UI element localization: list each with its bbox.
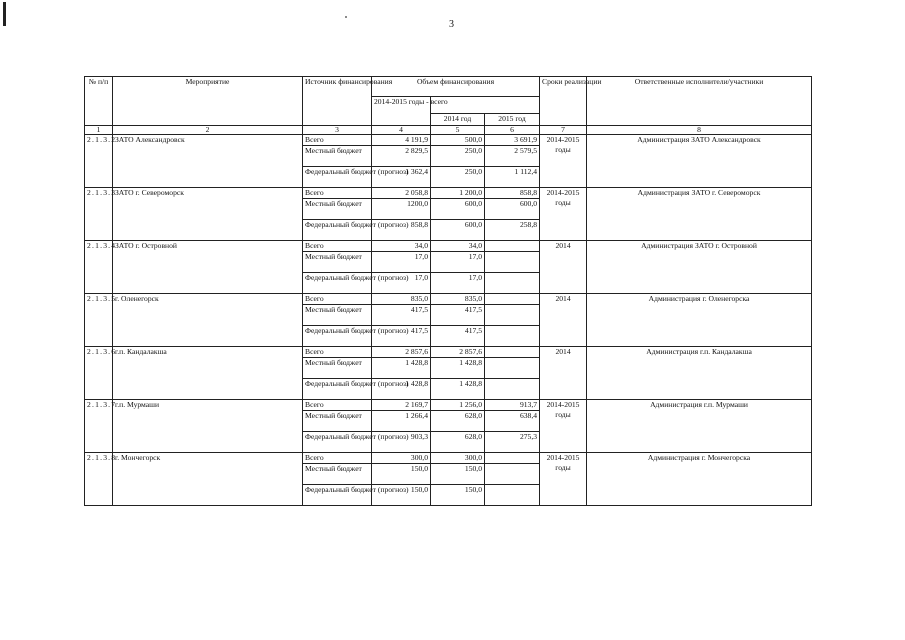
table-row (85, 188, 812, 199)
column-number: 6 (485, 126, 540, 135)
table-body (85, 135, 812, 506)
column-number: 2 (113, 126, 303, 135)
measure-code: 2.1.3.6 (85, 347, 113, 400)
financing-source: Местный бюджет (303, 199, 372, 220)
amount-2014: 600,0 (431, 199, 485, 220)
measure-name: г.п. Мурмаши (113, 400, 303, 453)
responsible-party: Администрация ЗАТО г. Островной (587, 241, 812, 294)
amount-2014: 17,0 (431, 252, 485, 273)
scan-edge-mark (3, 2, 6, 26)
amount-total: 417,5 (372, 326, 431, 347)
header-total: 2014-2015 годы - всего (372, 97, 431, 126)
measure-code: 2.1.3.5 (85, 294, 113, 347)
implementation-terms: 2014-2015 годы (540, 400, 587, 453)
amount-total: 417,5 (372, 305, 431, 326)
financing-source: Всего (303, 294, 372, 305)
amount-2014: 1 256,0 (431, 400, 485, 411)
financing-source: Всего (303, 188, 372, 199)
table-row (85, 400, 812, 411)
column-number-row (85, 126, 812, 135)
financing-source: Местный бюджет (303, 305, 372, 326)
amount-total: 1 428,8 (372, 379, 431, 400)
responsible-party: Администрация г. Мончегорска (587, 453, 812, 506)
financing-source: Федеральный бюджет (прогноз) (303, 432, 372, 453)
amount-2015: 913,7 (485, 400, 540, 411)
amount-total: 4 191,9 (372, 135, 431, 146)
header-terms: Сроки реализации (540, 77, 587, 126)
financing-source: Всего (303, 347, 372, 358)
financing-source: Федеральный бюджет (прогноз) (303, 220, 372, 241)
amount-2015: 638,4 (485, 411, 540, 432)
column-number: 4 (372, 126, 431, 135)
column-number: 1 (85, 126, 113, 135)
amount-2014: 417,5 (431, 305, 485, 326)
measure-name: г.п. Кандалакша (113, 347, 303, 400)
amount-total: 1200,0 (372, 199, 431, 220)
amount-2015 (485, 347, 540, 358)
amount-total: 2 857,6 (372, 347, 431, 358)
amount-2015: 258,8 (485, 220, 540, 241)
amount-2015: 858,8 (485, 188, 540, 199)
amount-total: 17,0 (372, 252, 431, 273)
table-row (85, 347, 812, 358)
amount-total: 150,0 (372, 485, 431, 506)
amount-2014: 500,0 (431, 135, 485, 146)
amount-total: 2 169,7 (372, 400, 431, 411)
implementation-terms: 2014-2015 годы (540, 135, 587, 188)
amount-2014: 250,0 (431, 146, 485, 167)
amount-2015: 2 579,5 (485, 146, 540, 167)
measure-code: 2.1.3.8 (85, 453, 113, 506)
amount-2014: 628,0 (431, 432, 485, 453)
amount-total: 835,0 (372, 294, 431, 305)
table-row (85, 453, 812, 464)
responsible-party: Администрация ЗАТО г. Североморск (587, 188, 812, 241)
financing-source: Местный бюджет (303, 411, 372, 432)
financing-source: Федеральный бюджет (прогноз) (303, 379, 372, 400)
header-2014: 2014 год (431, 114, 485, 126)
measure-name: ЗАТО г. Островной (113, 241, 303, 294)
amount-total: 2 058,8 (372, 188, 431, 199)
table-row (85, 294, 812, 305)
measure-code: 2.1.3.3 (85, 188, 113, 241)
financing-source: Всего (303, 241, 372, 252)
financing-source: Федеральный бюджет (прогноз) (303, 485, 372, 506)
measure-code: 2.1.3.4 (85, 241, 113, 294)
implementation-terms: 2014 (540, 294, 587, 347)
amount-2014: 150,0 (431, 485, 485, 506)
amount-2015 (485, 326, 540, 347)
column-number: 3 (303, 126, 372, 135)
amount-2014: 1 428,8 (431, 358, 485, 379)
measure-name: г. Мончегорск (113, 453, 303, 506)
responsible-party: Администрация ЗАТО Александровск (587, 135, 812, 188)
financing-source: Всего (303, 400, 372, 411)
amount-2015 (485, 358, 540, 379)
amount-2015 (485, 464, 540, 485)
column-number: 5 (431, 126, 485, 135)
measure-name: ЗАТО г. Североморск (113, 188, 303, 241)
amount-2014: 417,5 (431, 326, 485, 347)
amount-2015: 600,0 (485, 199, 540, 220)
financing-table (84, 76, 812, 506)
table-row (85, 241, 812, 252)
amount-2015 (485, 252, 540, 273)
amount-2015: 3 691,9 (485, 135, 540, 146)
responsible-party: Администрация г.п. Кандалакша (587, 347, 812, 400)
amount-2014: 2 857,6 (431, 347, 485, 358)
header-responsible: Ответственные исполнители/участники (587, 77, 812, 126)
amount-2014: 628,0 (431, 411, 485, 432)
amount-2014: 300,0 (431, 453, 485, 464)
amount-2015 (485, 241, 540, 252)
financing-source: Федеральный бюджет (прогноз) (303, 273, 372, 294)
amount-total: 17,0 (372, 273, 431, 294)
amount-2015 (485, 485, 540, 506)
measure-code: 2.1.3.2 (85, 135, 113, 188)
amount-2014: 34,0 (431, 241, 485, 252)
amount-2014: 150,0 (431, 464, 485, 485)
column-number: 7 (540, 126, 587, 135)
amount-2015: 1 112,4 (485, 167, 540, 188)
implementation-terms: 2014 (540, 347, 587, 400)
measure-name: г. Оленегорск (113, 294, 303, 347)
financing-source: Местный бюджет (303, 358, 372, 379)
financing-source: Всего (303, 135, 372, 146)
financing-source: Федеральный бюджет (прогноз) (303, 167, 372, 188)
amount-total: 34,0 (372, 241, 431, 252)
implementation-terms: 2014 (540, 241, 587, 294)
header-source: Источник финансирования (303, 77, 372, 126)
amount-2015: 275,3 (485, 432, 540, 453)
financing-source: Местный бюджет (303, 464, 372, 485)
amount-2014: 250,0 (431, 167, 485, 188)
amount-total: 1 428,8 (372, 358, 431, 379)
amount-total: 858,8 (372, 220, 431, 241)
implementation-terms: 2014-2015 годы (540, 188, 587, 241)
responsible-party: Администрация г.п. Мурмаши (587, 400, 812, 453)
amount-total: 1 362,4 (372, 167, 431, 188)
amount-total: 2 829,5 (372, 146, 431, 167)
measure-code: 2.1.3.7 (85, 400, 113, 453)
financing-source: Местный бюджет (303, 252, 372, 273)
amount-2014: 600,0 (431, 220, 485, 241)
financing-source: Местный бюджет (303, 146, 372, 167)
amount-2015 (485, 379, 540, 400)
amount-2015 (485, 453, 540, 464)
amount-2014: 17,0 (431, 273, 485, 294)
page-number: 3 (449, 19, 454, 30)
amount-2014: 1 428,8 (431, 379, 485, 400)
table-row (85, 135, 812, 146)
amount-2015 (485, 294, 540, 305)
header-2015: 2015 год (485, 114, 540, 126)
column-number: 8 (587, 126, 812, 135)
amount-2015 (485, 305, 540, 326)
scan-speck (345, 16, 347, 18)
header-num: № п/п (85, 77, 113, 126)
responsible-party: Администрация г. Оленегорска (587, 294, 812, 347)
amount-total: 903,3 (372, 432, 431, 453)
amount-total: 300,0 (372, 453, 431, 464)
amount-total: 150,0 (372, 464, 431, 485)
implementation-terms: 2014-2015 годы (540, 453, 587, 506)
header-volume: Объем финансирования (372, 77, 540, 97)
amount-total: 1 266,4 (372, 411, 431, 432)
amount-2014: 1 200,0 (431, 188, 485, 199)
header-measure: Мероприятие (113, 77, 303, 126)
amount-2014: 835,0 (431, 294, 485, 305)
financing-source: Федеральный бюджет (прогноз) (303, 326, 372, 347)
amount-2015 (485, 273, 540, 294)
measure-name: ЗАТО Александровск (113, 135, 303, 188)
financing-source: Всего (303, 453, 372, 464)
